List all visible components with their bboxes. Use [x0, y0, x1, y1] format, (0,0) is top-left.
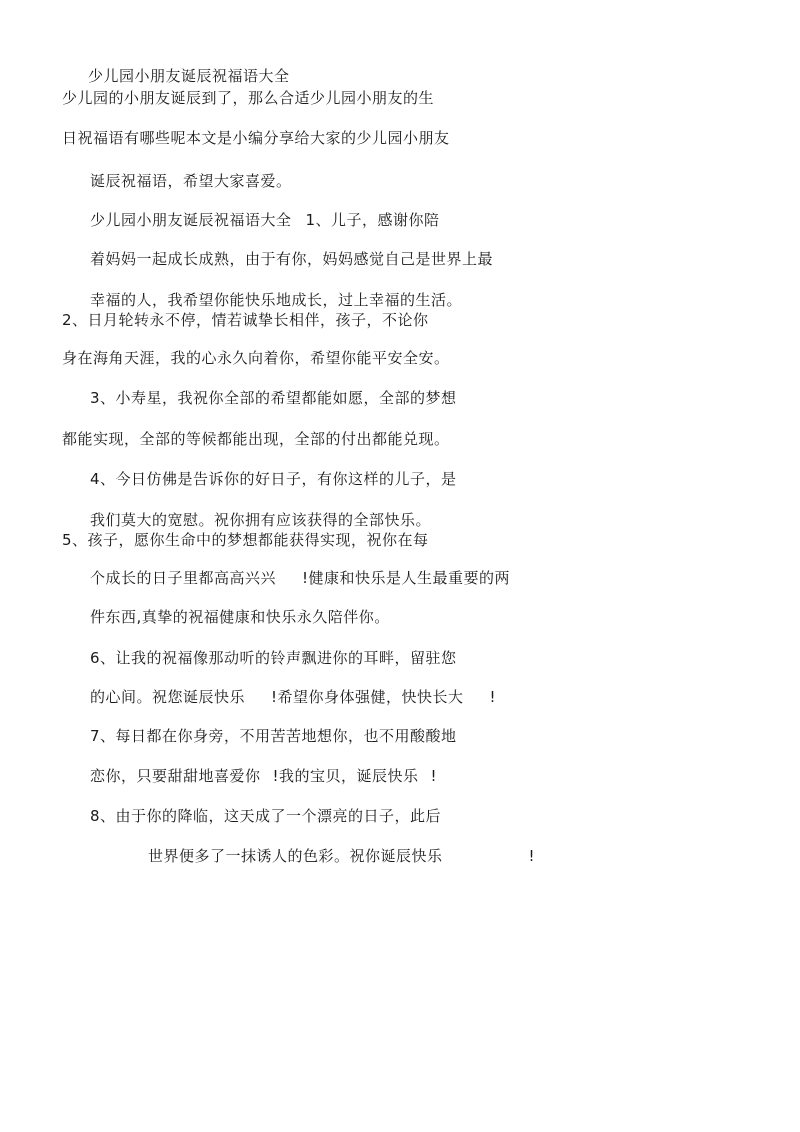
item-8-line-2a: 世界便多了一抹诱人的色彩。祝你诞辰快乐: [148, 847, 443, 865]
item-5-line-2b: !健康和快乐是人生最重要的两: [302, 569, 511, 587]
item-1-line-1: 1、儿子，感谢你陪: [305, 211, 440, 229]
item-5-line-3: 件东西,真挚的祝福健康和快乐永久陪伴你。: [90, 608, 390, 626]
item-6-line-1: 6、让我的祝福像那动听的铃声飘进你的耳畔，留驻您: [90, 649, 457, 667]
section-heading: 少儿园小朋友诞辰祝福语大全: [90, 211, 292, 229]
item-2-line-1: 2、日月轮转永不停，情若诚挚长相伴，孩子，不论你: [62, 311, 429, 329]
item-5-line-2: [90, 568, 510, 588]
item-1-line-3: 幸福的人，我希望你能快乐地成长，过上幸福的生活。: [90, 291, 463, 309]
item-3-line-2: 都能实现，全部的等候都能出现，全部的付出都能兑现。: [62, 430, 450, 448]
intro-line-3: 诞辰祝福语，希望大家喜爱。: [90, 172, 292, 190]
intro-line-2: 日祝福语有哪些呢本文是小编分享给大家的少儿园小朋友: [62, 129, 450, 147]
item-8-line-2: [148, 846, 535, 866]
item-3-line-1: 3、小寿星，我祝你全部的希望都能如愿，全部的梦想: [90, 389, 457, 407]
item-1-line-2: 着妈妈一起成长成熟，由于有你，妈妈感觉自己是世界上最: [90, 250, 494, 268]
item-4-line-1: 4、今日仿佛是告诉你的好日子，有你这样的儿子，是: [90, 470, 457, 488]
item-8-line-1: 8、由于你的降临，这天成了一个漂亮的日子，此后: [90, 807, 442, 825]
item-6-line-2a: 的心间。祝您诞辰快乐: [90, 688, 246, 706]
item-4-line-2: 我们莫大的宽慰。祝你拥有应该获得的全部快乐。: [90, 511, 432, 529]
section-heading-line: [90, 210, 440, 230]
item-7-line-2b: !我的宝贝，诞辰快乐: [272, 767, 419, 785]
item-6-line-2c: !: [489, 688, 497, 706]
item-6-line-2: [90, 687, 496, 707]
item-5-line-1: 5、孩子，愿你生命中的梦想都能获得实现，祝你在每: [62, 531, 429, 549]
item-7-line-2c: !: [430, 767, 438, 785]
item-2-line-2: 身在海角天涯，我的心永久向着你，希望你能平安全安。: [62, 349, 450, 367]
item-7-line-1: 7、每日都在你身旁，不用苦苦地想你，也不用酸酸地: [90, 727, 457, 745]
item-6-line-2b: !希望你身体强健，快快长大: [271, 688, 464, 706]
item-5-line-2a: 个成长的日子里都高高兴兴: [90, 569, 277, 587]
item-7-line-2a: 恋你，只要甜甜地喜爱你: [90, 767, 261, 785]
item-7-line-2: [90, 766, 437, 786]
intro-line-1: 少儿园的小朋友诞辰到了，那么合适少儿园小朋友的生: [62, 89, 435, 107]
document-title: 少儿园小朋友诞辰祝福语大全: [88, 67, 290, 85]
item-8-line-2b: !: [528, 847, 536, 865]
